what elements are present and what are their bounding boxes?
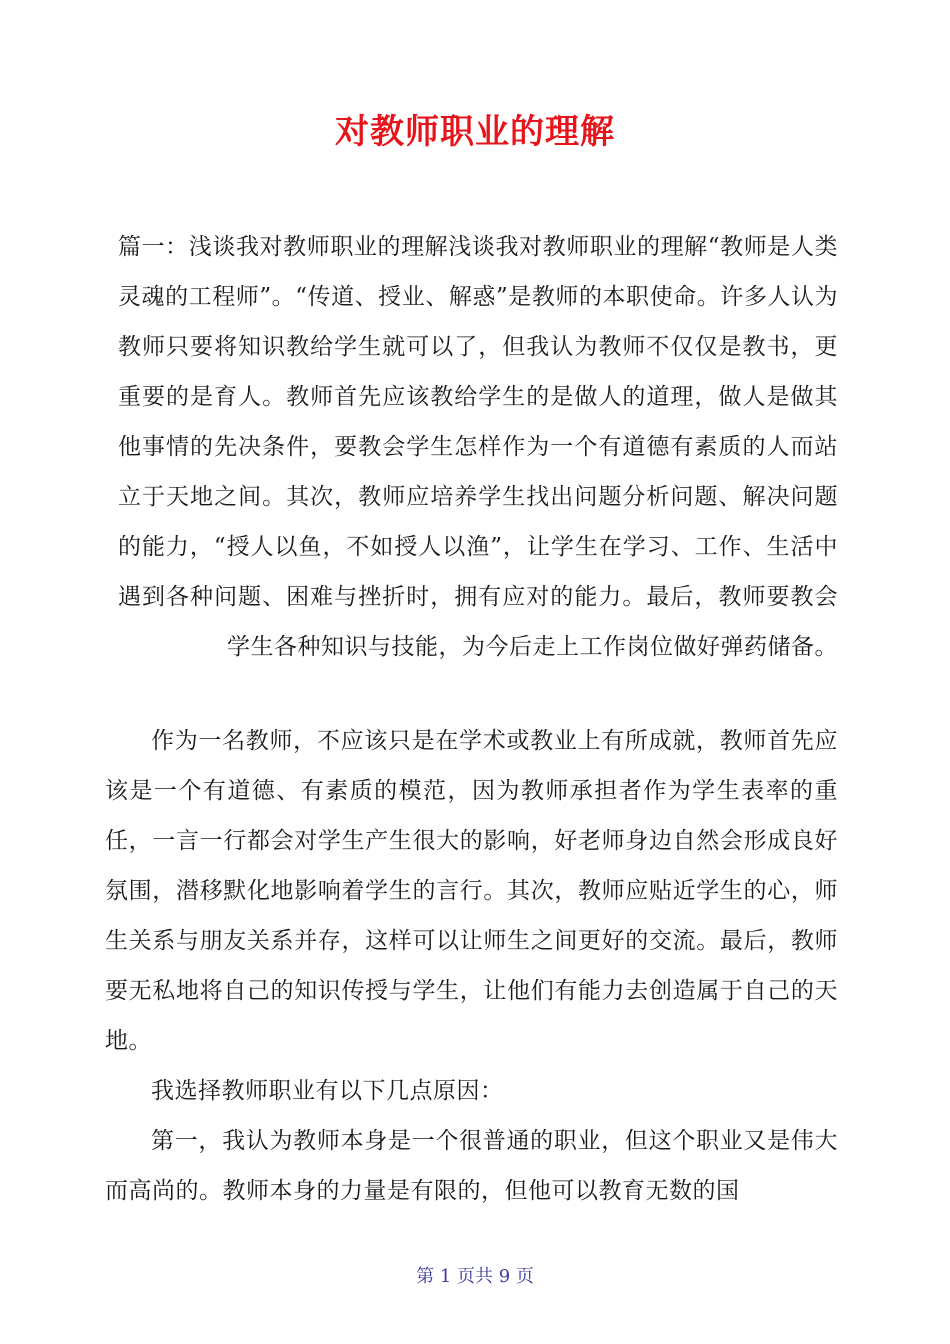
section-one-paragraph: 篇一：浅谈我对教师职业的理解浅谈我对教师职业的理解“教师是人类灵魂的工程师”。“传道、授业、解惑”是教师的本职使命。许多人认为教师只要将知识教给学生就可以了，但我认为教师不仅仅是教书，更重要的是育人。教师首先应该教给学生的是做人的道理，做人是做其他事情的先决条件，要教会学生怎样作为一个有道德有素质的人而站立于天地之间。其次，教师应培养学生找出问题分析问题、解决问题的能力，“授人以鱼，不如授人以渔”，让学生在学习、工作、生活中遇到各种问题、困难与挫折时，拥有应对的能力。最后，教师要教会学生各种知识与技能，为今后走上工作岗位做好弹药储备。	[118, 234, 838, 660]
paragraph-teacher-role: 作为一名教师，不应该只是在学术或教业上有所成就，教师首先应该是一个有道德、有素质的模范，因为教师承担者作为学生表率的重任，一言一行都会对学生产生很大的影响，好老师身边自然会形成良好氛围，潜移默化地影响着学生的言行。其次，教师应贴近学生的心，师生关系与朋友关系并存，这样可以让师生之间更好的交流。最后，教师要无私地将自己的知识传授与学生，让他们有能力去创造属于自己的天地。	[105, 728, 838, 1054]
page-footer: 第 1 页共 9 页	[416, 1266, 534, 1287]
body-section	[105, 716, 838, 1216]
paragraph-reason-one: 第一，我认为教师本身是一个很普通的职业，但这个职业又是伟大而高尚的。教师本身的力量是有限的，但他可以教育无数的国	[105, 1128, 838, 1204]
document-title: 对教师职业的理解	[335, 112, 615, 152]
paragraph-reasons-intro: 我选择教师职业有以下几点原因：	[151, 1078, 504, 1104]
